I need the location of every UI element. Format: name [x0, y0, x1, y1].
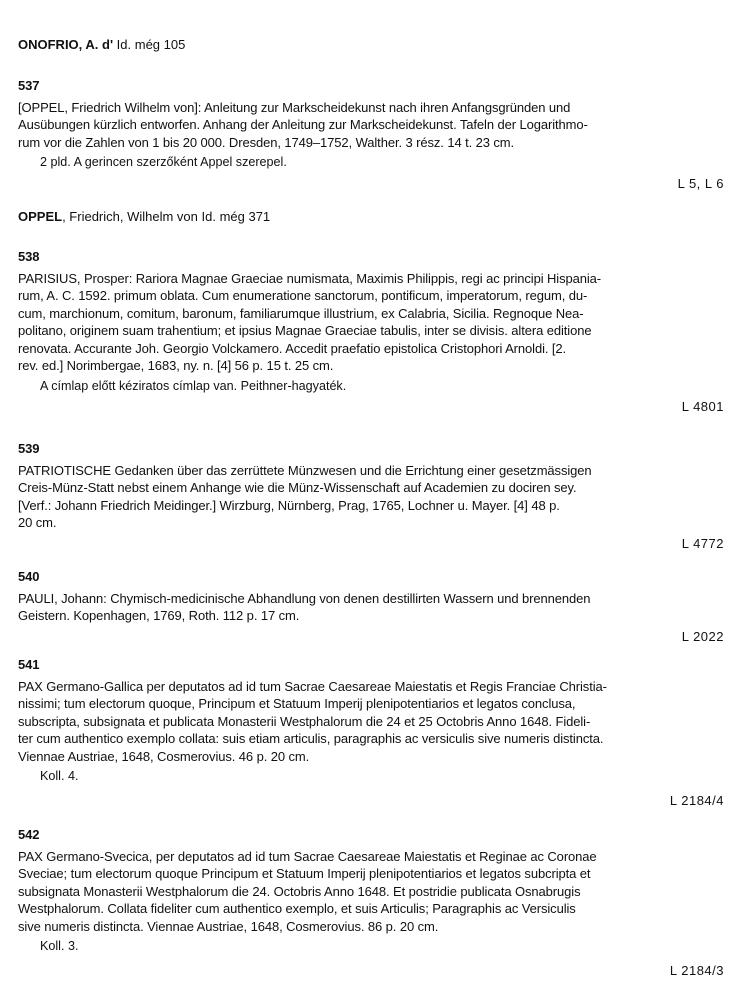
entry-description-line: Viennae Austriae, 1648, Cosmerovius. 46 p. 20 cm. — [18, 748, 310, 764]
entry-542 — [18, 826, 724, 979]
shelf-mark: L 5, L 6 — [677, 175, 724, 191]
entry-description-line: PARISIUS, Prosper: Rariora Magnae Graeciae numismata, Maximis Philippis, regi ac principi Hispania- — [18, 270, 602, 286]
shelf-mark: L 2022 — [681, 628, 724, 644]
entry-description-line: PAX Germano-Svecica, per deputatos ad id tum Sacrae Caesareae Maiestatis et Reginae ac Coronae — [18, 848, 597, 864]
entry-description-line: sive numeris distincta. Viennae Austriae, 1648, Cosmerovius. 86 p. 20 cm. — [18, 918, 439, 934]
entry-description-line: PATRIOTISCHE Gedanken über das zerrüttete Münzwesen und die Errichtung einer gesetzmässigen — [18, 462, 592, 478]
entry-description-line: ter cum authentico exemplo collata: suis etiam articulis, paragraphis ac versiculis sive numeris distincta. — [18, 731, 604, 746]
entry-539 — [18, 440, 724, 552]
entry-description-line: renovata. Accurante Joh. Georgio Volckamero. Accedit praefatio epistolica Cristophori Arnoldi. [2. — [18, 340, 567, 356]
entry-note: Koll. 3. — [40, 939, 79, 953]
entry-description-line: PAX Germano-Gallica per deputatos ad id tum Sacrae Caesareae Maiestatis et Regis Franciae Christia- — [18, 678, 607, 694]
entry-number: 542 — [18, 827, 40, 842]
entry-number: 539 — [18, 441, 40, 456]
entry-note: 2 pld. A gerincen szerzőként Appel szerepel. — [40, 155, 287, 169]
entry-description-line: Westphalorum. Collata fideliter cum authentico exemplo, et suis Articulis; Paragraphis ac Versiculis — [18, 901, 576, 916]
shelf-mark: L 2184/3 — [669, 962, 724, 978]
entry-description-line: Sveciae; tum electorum quoque Principum et Statuum Imperij plenipotentiarios et legatos subcripta et — [18, 866, 591, 881]
entry-number: 541 — [18, 657, 40, 672]
entry-description-line: PAULI, Johann: Chymisch-medicinische Abhandlung von denen destillirten Wassern und brennenden — [18, 590, 591, 606]
entry-description-line: rum, A. C. 1592. primum oblata. Cum enumeratione sanctorum, pontificum, imperatorum, regum, du- — [18, 288, 588, 303]
entry-description-line: Creis-Münz-Statt nebst einem Anhange wie die Münz-Wissenschaft auf Academien zu dociren sey. — [18, 480, 577, 495]
entry-description-line: Geistern. Kopenhagen, 1769, Roth. 112 p. 17 cm. — [18, 608, 300, 623]
entry-description-line: [OPPEL, Friedrich Wilhelm von]: Anleitung zur Markscheidekunst nach ihren Anfangsgründen und — [18, 99, 571, 115]
entry-538 — [18, 248, 724, 416]
cross-reference-oppel: OPPEL, Friedrich, Wilhelm von Id. még 371 — [18, 209, 271, 224]
cross-reference-onofrio: ONOFRIO, A. d' Id. még 105 — [18, 37, 186, 52]
entry-540 — [18, 568, 724, 645]
entry-number: 540 — [18, 569, 40, 584]
entry-number: 537 — [18, 78, 40, 93]
entry-description-line: rum vor die Zahlen von 1 bis 20 000. Dresden, 1749–1752, Walther. 3 rész. 14 t. 23 cm. — [18, 134, 515, 150]
shelf-mark: L 4801 — [681, 399, 724, 414]
entry-number: 538 — [18, 249, 40, 264]
entry-description-line: 20 cm. — [18, 515, 57, 530]
shelf-mark: L 2184/4 — [669, 792, 724, 808]
entry-541 — [18, 656, 724, 809]
entry-description-line: nissimi; tum electorum quoque, Principum et Statuum Imperij plenipotentiarios et legatos conclusa, — [18, 696, 576, 711]
entry-description-line: politano, originem suam trahentium; et ipsius Magnae Graeciae tabulis, inter se divisis. altera editione — [18, 323, 592, 338]
entry-description-line: Ausübungen kürzlich entworfen. Anhang der Anleitung zur Markscheidekunst. Tafeln der Logarithmo- — [18, 117, 588, 132]
entry-note: Koll. 4. — [40, 769, 79, 783]
entry-description-line: subsignata Monasterii Westphalorum die 24. Octobris Anno 1648. Et postridie publicata Osnabrugis — [18, 883, 581, 899]
entry-description-line: rev. ed.] Norimbergae, 1683, ny. n. [4] 56 p. 15 t. 25 cm. — [18, 358, 334, 373]
entry-537 — [18, 77, 724, 192]
entry-description-line: subscripta, subsignata et publicata Monasterii Westphalorum die 24 et 25 Octobris Anno 1648. Fideli- — [18, 713, 591, 729]
shelf-mark: L 4772 — [681, 535, 724, 551]
entry-note: A címlap előtt kéziratos címlap van. Peithner-hagyaték. — [40, 378, 347, 393]
entry-description-line: cum, marchionum, comitum, baronum, familiarumque illustrium, ex Calabria, Sicilia. Regnoque Nea- — [18, 305, 584, 321]
entry-description-line: [Verf.: Johann Friedrich Meidinger.] Wirzburg, Nürnberg, Prag, 1765, Lochner u. Mayer. [4] 48 p. — [18, 497, 560, 513]
